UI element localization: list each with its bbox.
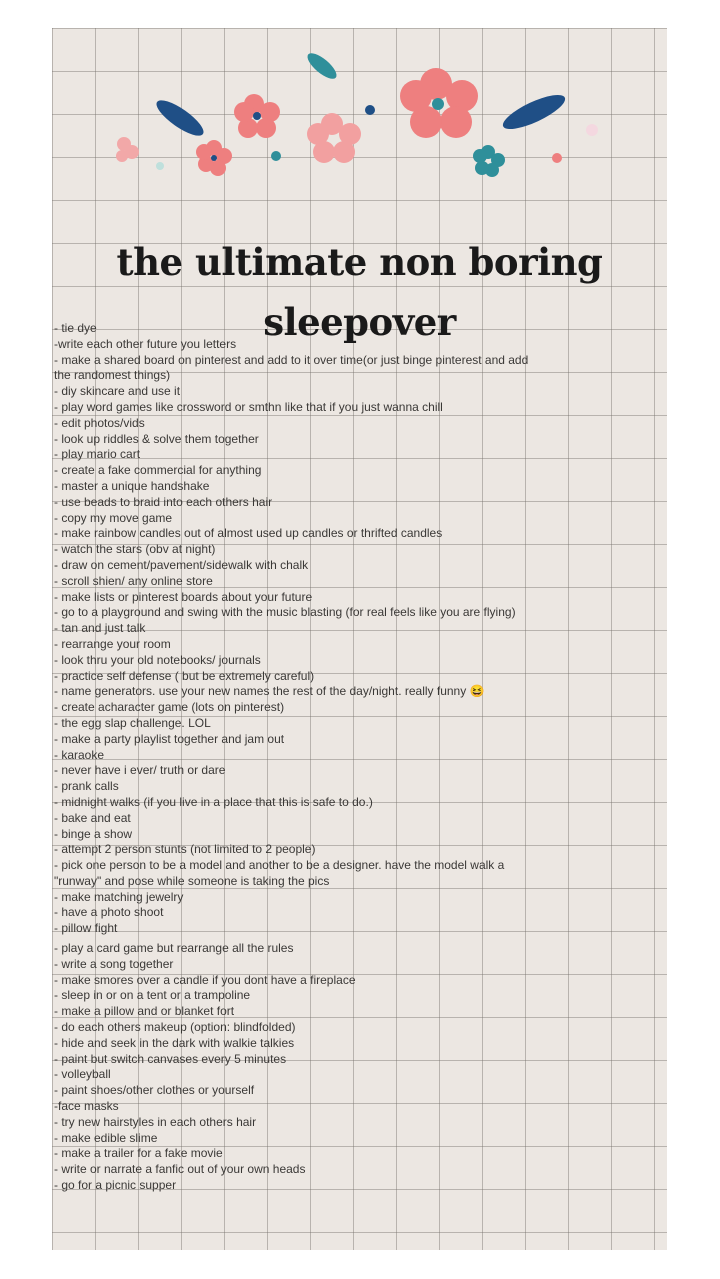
activity-list xyxy=(54,321,534,1194)
list-item: - have a photo shoot xyxy=(54,905,164,920)
list-item: - play mario cart xyxy=(54,447,141,462)
grid-paper-note xyxy=(52,28,667,1250)
leaf-right-icon xyxy=(499,89,569,136)
list-item: - rearrange your room xyxy=(54,636,171,651)
dot-icon xyxy=(156,162,164,170)
list-item: - make matching jewelry xyxy=(54,889,184,904)
list-item: - watch the stars (obv at night) xyxy=(54,542,216,557)
list-item: - create a fake commercial for anything xyxy=(54,463,262,478)
list-item: - draw on cement/pavement/sidewalk with chalk xyxy=(54,557,309,572)
list-item: - make edible slime xyxy=(54,1130,158,1145)
title-line-1: the ultimate non boring xyxy=(116,240,603,284)
list-item: - edit photos/vids xyxy=(54,415,145,430)
list-item: -face masks xyxy=(54,1099,119,1114)
list-item: - try new hairstyles in each others hair xyxy=(54,1114,257,1129)
list-item: - prank calls xyxy=(54,779,119,794)
flower-pink-1-icon xyxy=(234,94,280,138)
list-item: - write or narrate a fanfic out of your own heads xyxy=(54,1162,306,1177)
title-line-2: sleepover xyxy=(263,300,456,344)
list-item: - hide and seek in the dark with walkie talkies xyxy=(54,1035,295,1050)
list-item: - go for a picnic supper xyxy=(54,1178,177,1193)
list-item: - paint but switch canvases every 5 minutes xyxy=(54,1051,287,1066)
list-item: - go to a playground and swing with the music blasting (for real feels like you are flying) xyxy=(54,605,516,620)
list-item: - diy skincare and use it xyxy=(54,384,181,399)
list-item: - tan and just talk xyxy=(54,621,146,636)
list-item: - tie dye xyxy=(54,321,97,335)
list-item: - pick one person to be a model and another to be a designer. have the model walk a "runway" and pose while someone is taking the pics xyxy=(54,858,505,888)
leaf-top-icon xyxy=(304,49,341,83)
list-item: - binge a show xyxy=(54,826,133,841)
flower-big-icon xyxy=(400,68,478,138)
dot-icon xyxy=(271,151,281,161)
list-item: - pillow fight xyxy=(54,921,118,936)
list-item: - attempt 2 person stunts (not limited to 2 people) xyxy=(54,842,316,857)
list-item: - look thru your old notebooks/ journals xyxy=(54,652,261,667)
list-item: - master a unique handshake xyxy=(54,478,210,493)
list-item: - use beads to braid into each others hair xyxy=(54,494,273,509)
dot-icon xyxy=(552,153,562,163)
list-item: - make lists or pinterest boards about your future xyxy=(54,589,313,604)
dot-icon xyxy=(365,105,375,115)
list-item: - make rainbow candles out of almost used up candles or thrifted candles xyxy=(54,526,443,541)
list-item: - karaoke xyxy=(54,747,105,762)
list-item: - play word games like crossword or smthn like that if you just wanna chill xyxy=(54,399,443,414)
list-item: - make a pillow and or blanket fort xyxy=(54,1004,235,1019)
list-item: - copy my move game xyxy=(54,510,173,525)
list-item: - play a card game but rearrange all the rules xyxy=(54,941,294,956)
list-item: - volleyball xyxy=(54,1067,111,1082)
list-item: -write each other future you letters xyxy=(54,336,237,351)
list-item: - bake and eat xyxy=(54,810,131,825)
flower-teal-icon xyxy=(473,145,505,177)
list-item: - create acharacter game (lots on pinterest) xyxy=(54,700,285,715)
flower-pink-3-icon xyxy=(307,113,361,163)
list-item: - scroll shien/ any online store xyxy=(54,573,213,588)
list-item: - make a trailer for a fake movie xyxy=(54,1146,223,1161)
dot-icon xyxy=(586,124,598,136)
list-item: - make a shared board on pinterest and add to it over time(or just binge pinterest and add the randomest things) xyxy=(54,352,529,383)
flower-small-left-icon xyxy=(116,137,139,162)
list-item: - midnight walks (if you live in a place that this is safe to do.) xyxy=(54,794,373,809)
list-item: - name generators. use your new names the rest of the day/night. really funny 😆 xyxy=(54,684,485,699)
list-item: - sleep in or on a tent or a trampoline xyxy=(54,988,251,1003)
list-item: - look up riddles & solve them together xyxy=(54,431,259,446)
list-item: - paint shoes/other clothes or yourself xyxy=(54,1083,255,1098)
list-item: - never have i ever/ truth or dare xyxy=(54,763,226,778)
list-item: - make a party playlist together and jam out xyxy=(54,731,285,746)
list-item: - practice self defense ( but be extremely careful) xyxy=(54,668,315,683)
leaf-left-icon xyxy=(152,95,208,142)
list-item: - do each others makeup (option: blindfolded) xyxy=(54,1020,296,1035)
flower-pink-2-icon xyxy=(196,140,232,176)
list-item: - the egg slap challenge. LOL xyxy=(54,715,211,730)
flower-decoration-icon xyxy=(52,28,667,228)
list-item: - make smores over a candle if you dont have a fireplace xyxy=(54,972,356,987)
list-item: - write a song together xyxy=(54,956,174,971)
